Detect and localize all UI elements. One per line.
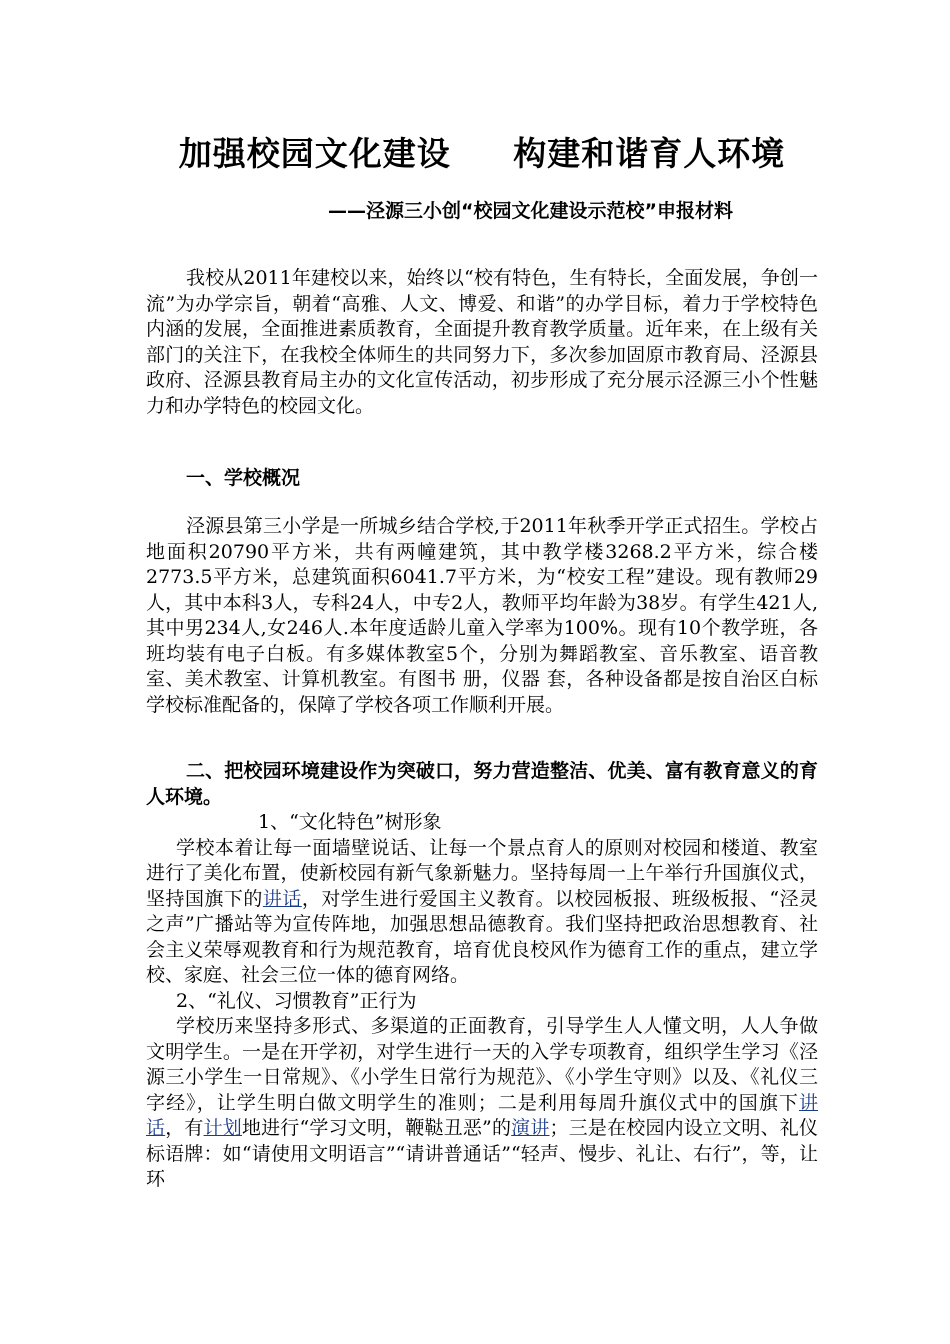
document-title: 加强校园文化建设 构建和谐育人环境 bbox=[178, 134, 786, 173]
intro-paragraph bbox=[146, 266, 818, 419]
plan-link[interactable]: 计划 bbox=[203, 1117, 242, 1139]
section2-heading: 二、把校园环境建设作为突破口，努力营造整洁、优美、富有教育意义的育人环境。 bbox=[146, 760, 818, 808]
speech-link-2[interactable]: 讲话 bbox=[146, 1091, 818, 1139]
p1-text-a: 学校本着让每一面墙壁说话、让每一个景点育人的原则对校园和楼道、教室进行了美化布置，使新校园有新气象新魅力。坚持每周一上午举行升国旗仪式，坚持国旗下的 bbox=[146, 836, 818, 910]
p2-text-c: 地进行“学习文明，鞭鞑丑恶”的 bbox=[241, 1117, 512, 1139]
document-subtitle: ——泾源三小创“校园文化建设示范校”申报材料 bbox=[328, 200, 733, 222]
section2-subheading-1: 1、“文化特色”树形象 bbox=[258, 811, 442, 833]
section1-body bbox=[146, 514, 818, 718]
speech-link[interactable]: 讲话 bbox=[262, 887, 302, 910]
p2-text-d: ；三是在校园内设立文明、礼仪标语牌：如“请使用文明语言”“请讲普通话”“轻声、慢步、礼让、右行”，等，让环 bbox=[146, 1117, 818, 1190]
p1-text-b: ，对学生进行爱国主义教育。以校园板报、班级板报、“泾灵之声”广播站等为宣传阵地，加强思想品德教育。我们坚持把政治思想教育、社会主义荣辱观教育和行为规范教育，培育优良校风作为德育工作的重点，建立学校、家庭、社会三位一体的德育网络。 bbox=[146, 887, 818, 986]
section2-paragraph-1 bbox=[146, 836, 818, 989]
section2-subheading-2: 2、“礼仪、习惯教育”正行为 bbox=[176, 989, 417, 1012]
intro-text: 我校从2011年建校以来，始终以“校有特色，生有特长，全面发展，争创一流”为办学宗旨，朝着“高雅、人文、博爱、和谐”的办学目标，着力于学校特色内涵的发展，全面推进素质教育，全面提升教育教学质量。近年来，在上级有关部门的关注下，在我校全体师生的共同努力下，多次参加固原市教育局、泾源县政府、泾源县教育局主办的文化宣传活动，初步形成了充分展示泾源三小个性魅力和办学特色的校园文化。 bbox=[146, 267, 818, 417]
section1 bbox=[146, 466, 818, 492]
section1-heading: 一、学校概况 bbox=[186, 467, 301, 489]
p2-text-a: 学校历来坚持多形式、多渠道的正面教育，引导学生人人懂文明，人人争做文明学生。一是在开学初，对学生进行一天的入学专项教育，组织学生学习《泾源三小学生一日常规》、《小学生日常行为规范》、《小学生守则》以及、《礼仪三字经》，让学生明白做文明学生的准则；二是利用每周升旗仪式中的国旗下 bbox=[146, 1015, 818, 1114]
section2 bbox=[146, 759, 818, 1193]
lecture-link[interactable]: 演讲 bbox=[511, 1117, 550, 1139]
p2-text-b: ，有 bbox=[165, 1117, 204, 1139]
section2-paragraph-2 bbox=[146, 1014, 818, 1193]
section1-text: 泾源县第三小学是一所城乡结合学校,于2011年秋季开学正式招生。学校占地面积20790平方米，共有两幢建筑，其中教学楼3268.2平方米，综合楼2773.5平方米，总建筑面积6041.7平方米，为“校安工程”建设。现有教师29人，其中本科3人，专科24人，中专2人，教师平均年龄为38岁。有学生421人,其中男234人,女246人.本年度适龄儿童入学率为100%。现有10个教学班，各班均装有电子白板。有多媒体教室5个，分别为舞蹈教室、音乐教室、语音教室、美术教室、计算机教室。有图书 册，仪器 套，各种设备都是按自治区白标学校标准配备的，保障了学校各项工作顺利开展。 bbox=[146, 515, 818, 716]
